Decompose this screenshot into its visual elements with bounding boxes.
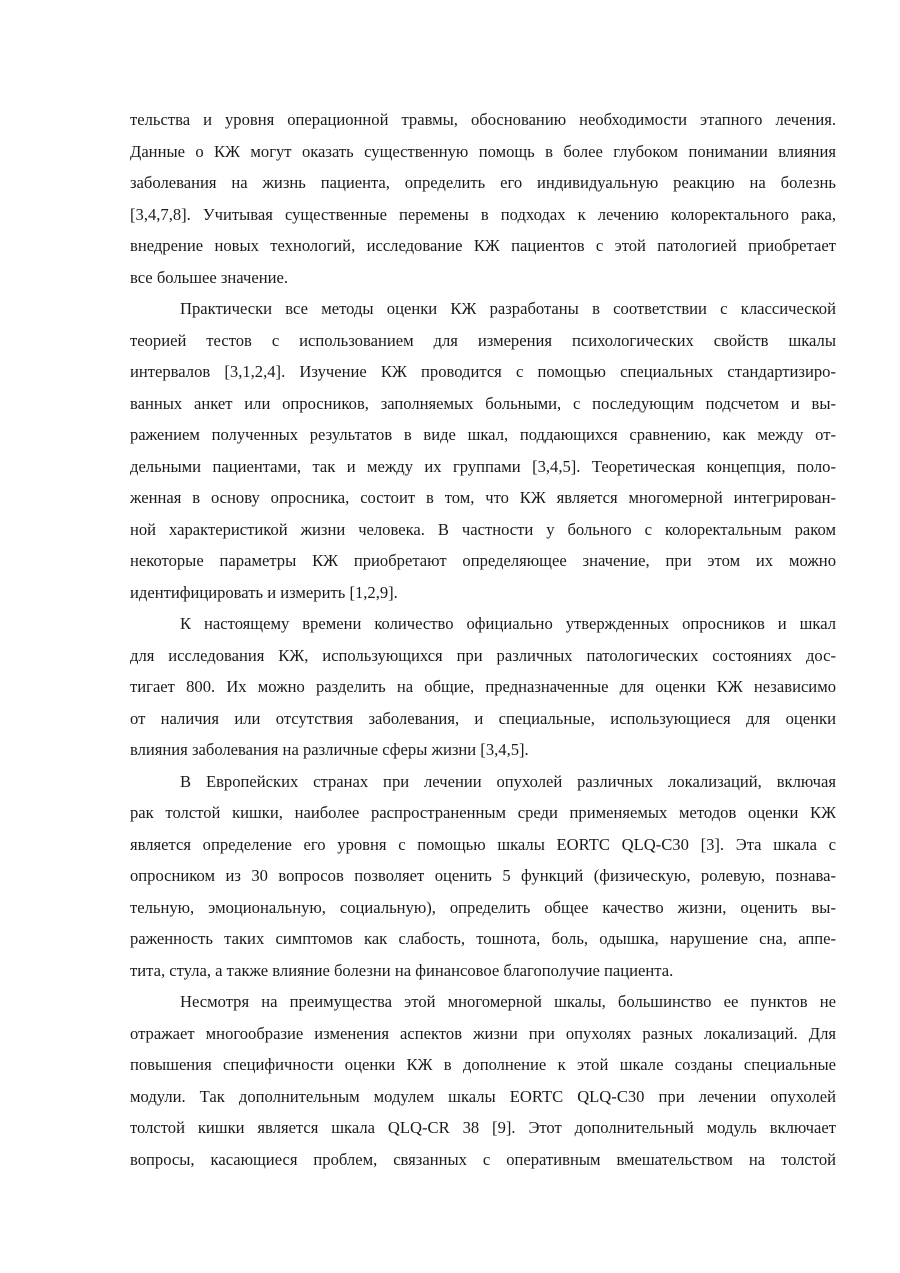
text-line: ражением полученных результатов в виде шкал, поддающихся сравнению, как между от- [130, 425, 836, 444]
text-line: для исследования КЖ, использующихся при различных патологических состояниях дос- [130, 645, 836, 665]
text-line: интервалов [3,1,2,4]. Изучение КЖ проводится с помощью специальных стандартизиро- [130, 362, 836, 381]
text-line: заболевания на жизнь пациента, определить его индивидуальную реакцию на болезнь [130, 173, 836, 192]
text-line: К настоящему времени количество официально утвержденных опросников и шкал [180, 614, 836, 633]
text-line: ной характеристикой жизни человека. В частности у больного с колоректальным раком [130, 519, 836, 539]
text-line: [3,4,7,8]. Учитывая существенные перемены в подходах к лечению колоректального рака, [130, 204, 836, 224]
text-line: раженность таких симптомов как слабость, тошнота, боль, одышка, нарушение сна, аппе- [130, 929, 836, 948]
text-line: повышения специфичности оценки КЖ в дополнение к этой шкале созданы специальные [130, 1055, 836, 1074]
text-line: В Европейских странах при лечении опухолей различных локализаций, включая [180, 771, 836, 791]
text-line: ванных анкет или опросников, заполняемых больными, с последующим подсчетом и вы- [130, 393, 836, 413]
text-line: толстой кишки является шкала QLQ-CR 38 [9]. Этот дополнительный модуль включает [130, 1118, 836, 1137]
text-line: дельными пациентами, так и между их группами [3,4,5]. Теоретическая концепция, поло- [130, 456, 836, 476]
text-line: Данные о КЖ могут оказать существенную помощь в более глубоком понимании влияния [130, 141, 836, 161]
paragraph [130, 986, 836, 1175]
paragraph [130, 104, 836, 293]
text-line: все большее значение. [130, 267, 288, 287]
text-line: вопросы, касающиеся проблем, связанных с оперативным вмешательством на толстой [130, 1149, 836, 1169]
text-line: от наличия или отсутствия заболевания, и специальные, использующиеся для оценки [130, 708, 836, 728]
text-line: идентифицировать и измерить [1,2,9]. [130, 582, 398, 602]
text-line: рак толстой кишки, наиболее распространенным среди применяемых методов оценки КЖ [130, 803, 836, 822]
text-line: некоторые параметры КЖ приобретают определяющее значение, при этом их можно [130, 551, 836, 570]
text-line: внедрение новых технологий, исследование КЖ пациентов с этой патологией приобретает [130, 236, 836, 255]
text-line: отражает многообразие изменения аспектов жизни при опухолях разных локализаций. Для [130, 1023, 836, 1043]
text-line: тельную, эмоциональную, социальную), определить общее качество жизни, оценить вы- [130, 897, 836, 917]
text-line: теорией тестов с использованием для измерения психологических свойств шкалы [130, 330, 836, 350]
text-line: Несмотря на преимущества этой многомерной шкалы, большинство ее пунктов не [180, 992, 836, 1011]
text-line: женная в основу опросника, состоит в том, что КЖ является многомерной интегрирован- [130, 488, 836, 507]
text-line: модули. Так дополнительным модулем шкалы EORTC QLQ-C30 при лечении опухолей [130, 1086, 836, 1106]
text-line: тигает 800. Их можно разделить на общие, предназначенные для оценки КЖ независимо [130, 677, 836, 696]
text-line: тита, стула, а также влияние болезни на финансовое благополучие пациента. [130, 960, 674, 980]
paragraph [130, 608, 836, 766]
paragraph [130, 766, 836, 987]
document-body [130, 104, 836, 1175]
text-line: влияния заболевания на различные сферы жизни [3,4,5]. [130, 740, 529, 759]
text-line: тельства и уровня операционной травмы, обоснованию необходимости этапного лечения. [130, 110, 836, 129]
text-line: опросником из 30 вопросов позволяет оценить 5 функций (физическую, ролевую, познава- [130, 866, 836, 885]
text-line: является определение его уровня с помощью шкалы EORTC QLQ-C30 [3]. Эта шкала с [130, 834, 836, 854]
text-line: Практически все методы оценки КЖ разработаны в соответствии с классической [180, 299, 836, 318]
paragraph [130, 293, 836, 608]
